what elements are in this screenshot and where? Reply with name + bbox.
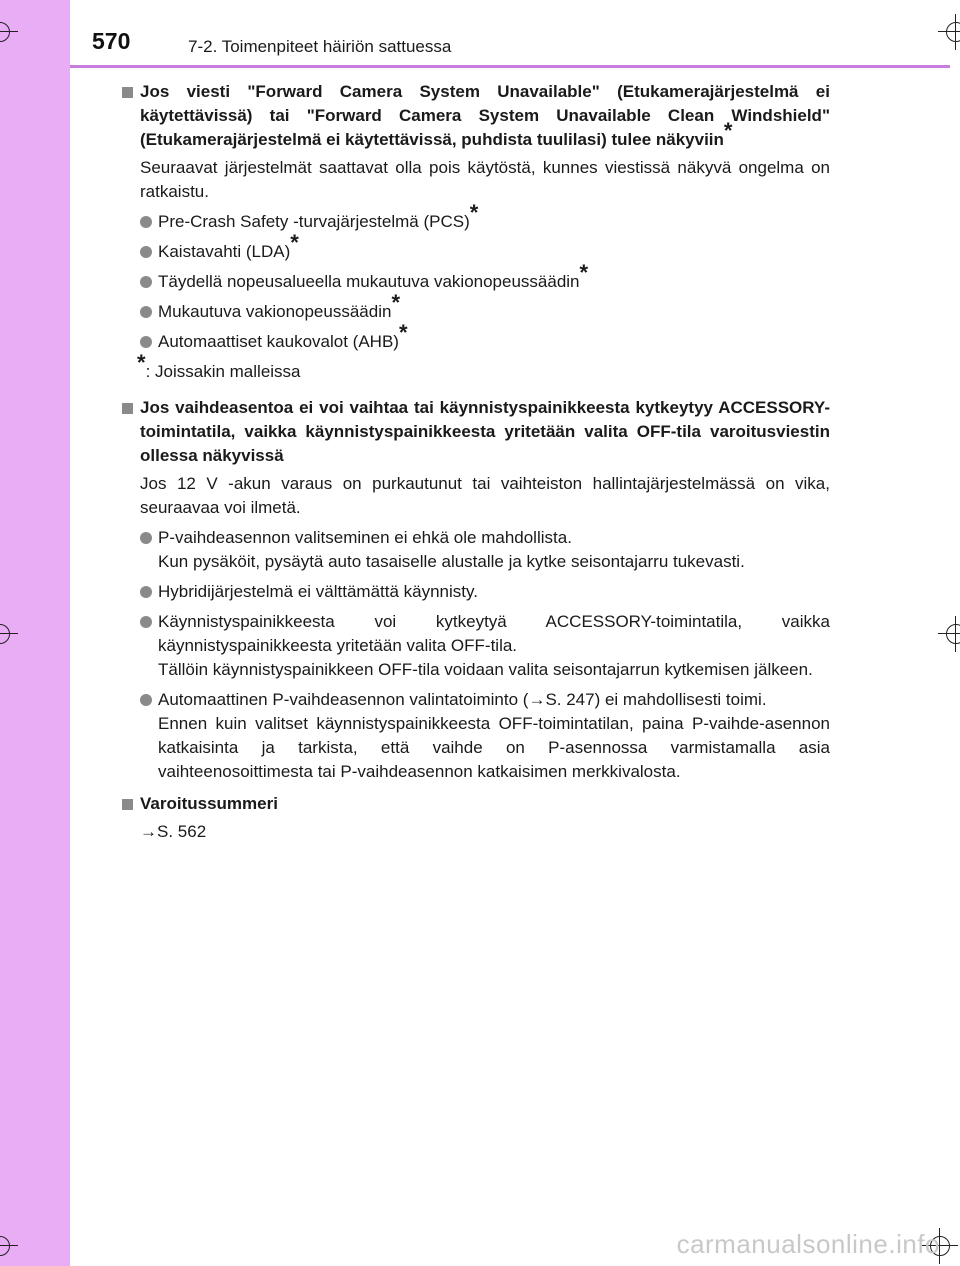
page-number: 570 (92, 28, 131, 54)
registration-mark-icon (0, 1228, 18, 1264)
section-intro: Seuraavat järjestelmät saattavat olla pois käytöstä, kunnes viestissä näkyvä ongelma on ratkaistu. (140, 158, 830, 201)
watermark: carmanualsonline.info (676, 1229, 940, 1259)
list-item: Hybridijärjestelmä ei välttämättä käynnisty. (120, 580, 830, 604)
list-item: Automaattiset kaukovalot (AHB)* (120, 330, 830, 354)
registration-mark-icon (0, 14, 18, 50)
section-title: 7-2. Toimenpiteet häiriön sattuessa (188, 37, 452, 56)
header-divider (70, 65, 950, 68)
square-bullet-icon (122, 87, 133, 98)
round-bullet-icon (140, 694, 152, 706)
round-bullet-icon (140, 276, 152, 288)
round-bullet-icon (140, 336, 152, 348)
square-bullet-icon (122, 403, 133, 414)
asterisk-mark: * (723, 118, 733, 143)
section-heading: Jos vaihdeasentoa ei voi vaihtaa tai käynnistyspainikkeesta kytkeytyy ACCESSORY-toimintatila, vaikka käynnistyspainikkeesta yritetään valita OFF-tila varoitusviestin ollessa näkyvissä (120, 396, 830, 468)
list-item: Kaistavahti (LDA)* (120, 240, 830, 264)
list-item: Täydellä nopeusalueella mukautuva vakionopeussäädin* (120, 270, 830, 294)
page-content (120, 80, 830, 850)
page-reference-link[interactable]: →S. 562 (140, 822, 207, 841)
list-item: Mukautuva vakionopeussäädin* (120, 300, 830, 324)
list-item: Käynnistyspainikkeesta voi kytkeytyä ACCESSORY-toimintatila, vaikka käynnistyspainikkeesta yritetään valita OFF-tila. Tällöin käynnistyspainikkeen OFF-tila voidaan valita seisontajarrun kytkemisen jälkeen. (120, 610, 830, 682)
square-bullet-icon (122, 799, 133, 810)
list-item: Pre-Crash Safety -turvajärjestelmä (PCS)* (120, 210, 830, 234)
round-bullet-icon (140, 246, 152, 258)
round-bullet-icon (140, 216, 152, 228)
round-bullet-icon (140, 586, 152, 598)
round-bullet-icon (140, 532, 152, 544)
section-heading: Varoitussummeri (120, 792, 830, 816)
registration-mark-icon (0, 616, 18, 652)
footnote: *: Joissakin malleissa (137, 350, 301, 381)
list-item: Automaattinen P-vaihdeasennon valintatoiminto (→S. 247) ei mahdollisesti toimi. Ennen kuin valitset käynnistyspainikkeesta OFF-toimintatilan, paina P-vaihde-asennon katkaisinta ja tarkista, että vaihde on P-asennossa varmistamalla asia vaihteenosoittimesta tai P-vaihdeasennon katkaisimen merkkivalosta. (120, 688, 830, 784)
list-item: P-vaihdeasennon valitseminen ei ehkä ole mahdollista. Kun pysäköit, pysäytä auto tasaiselle alustalle ja kytke seisontajarru tukevasti. (120, 526, 830, 574)
section-heading: Jos viesti "Forward Camera System Unavailable" (Etukamerajärjestelmä ei käytettävissä) tai "Forward Camera System Unavailable Clean Windshield" (Etukamerajärjestelmä ei käytettävissä, puhdista tuulilasi) tulee näkyviin* (120, 80, 830, 152)
section-intro: Jos 12 V -akun varaus on purkautunut tai vaihteiston hallintajärjestelmässä on vika, seuraavaa voi ilmetä. (140, 474, 830, 517)
round-bullet-icon (140, 616, 152, 628)
registration-mark-icon (938, 616, 960, 652)
round-bullet-icon (140, 306, 152, 318)
registration-mark-icon (938, 14, 960, 50)
